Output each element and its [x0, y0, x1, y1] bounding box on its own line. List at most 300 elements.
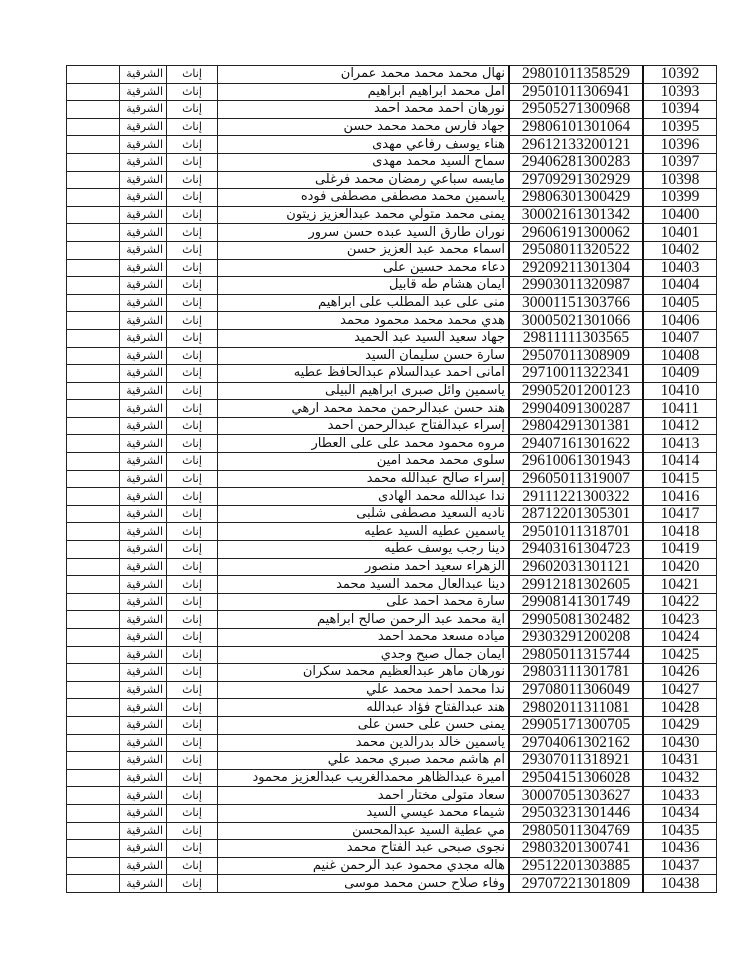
- governorate-cell: الشرقية: [120, 153, 167, 171]
- records-table: [66, 65, 717, 893]
- governorate-cell: الشرقية: [120, 206, 167, 224]
- table-row: [67, 769, 717, 787]
- serial-number-cell: 10438: [643, 875, 717, 893]
- governorate-cell: الشرقية: [120, 189, 167, 207]
- empty-cell: [67, 646, 120, 664]
- name-cell: نجوى صبحى عبد الفتاح محمد: [218, 840, 510, 858]
- national-id-cell: 29802011311081: [509, 699, 643, 717]
- governorate-cell: الشرقية: [120, 171, 167, 189]
- name-cell: هاله مجدي محمود عبد الرحمن غنيم: [218, 857, 510, 875]
- empty-cell: [67, 787, 120, 805]
- name-cell: نورهان ماهر عبدالعظيم محمد سكران: [218, 664, 510, 682]
- empty-cell: [67, 629, 120, 647]
- gender-cell: إناث: [167, 822, 218, 840]
- serial-number-cell: 10419: [643, 541, 717, 559]
- serial-number-cell: 10407: [643, 329, 717, 347]
- governorate-cell: الشرقية: [120, 136, 167, 154]
- name-cell: سارة محمد احمد على: [218, 593, 510, 611]
- serial-number-cell: 10404: [643, 277, 717, 295]
- serial-number-cell: 10402: [643, 241, 717, 259]
- serial-number-cell: 10421: [643, 576, 717, 594]
- serial-number-cell: 10392: [643, 66, 717, 84]
- table-row: [67, 558, 717, 576]
- table-row: [67, 488, 717, 506]
- empty-cell: [67, 241, 120, 259]
- national-id-cell: 29403161304723: [509, 541, 643, 559]
- empty-cell: [67, 382, 120, 400]
- governorate-cell: الشرقية: [120, 417, 167, 435]
- governorate-cell: الشرقية: [120, 716, 167, 734]
- governorate-cell: الشرقية: [120, 347, 167, 365]
- name-cell: هند عبدالفتاح فؤاد عبدالله: [218, 699, 510, 717]
- name-cell: ايمان جمال صبح وجدي: [218, 646, 510, 664]
- table-row: [67, 83, 717, 101]
- empty-cell: [67, 558, 120, 576]
- national-id-cell: 29303291200208: [509, 629, 643, 647]
- national-id-cell: 29806301300429: [509, 189, 643, 207]
- national-id-cell: 29505271300968: [509, 101, 643, 119]
- empty-cell: [67, 417, 120, 435]
- name-cell: ندا محمد احمد محمد علي: [218, 681, 510, 699]
- gender-cell: إناث: [167, 681, 218, 699]
- empty-cell: [67, 664, 120, 682]
- gender-cell: إناث: [167, 558, 218, 576]
- table-row: [67, 101, 717, 119]
- gender-cell: إناث: [167, 611, 218, 629]
- table-row: [67, 699, 717, 717]
- gender-cell: إناث: [167, 224, 218, 242]
- gender-cell: إناث: [167, 435, 218, 453]
- table-row: [67, 646, 717, 664]
- serial-number-cell: 10427: [643, 681, 717, 699]
- empty-cell: [67, 277, 120, 295]
- empty-cell: [67, 576, 120, 594]
- serial-number-cell: 10410: [643, 382, 717, 400]
- empty-cell: [67, 189, 120, 207]
- national-id-cell: 29905171300705: [509, 716, 643, 734]
- name-cell: ياسمين خالد بدرالدين محمد: [218, 734, 510, 752]
- national-id-cell: 30002161301342: [509, 206, 643, 224]
- empty-cell: [67, 171, 120, 189]
- empty-cell: [67, 752, 120, 770]
- serial-number-cell: 10416: [643, 488, 717, 506]
- serial-number-cell: 10436: [643, 840, 717, 858]
- governorate-cell: الشرقية: [120, 400, 167, 418]
- governorate-cell: الشرقية: [120, 629, 167, 647]
- national-id-cell: 29602031301121: [509, 558, 643, 576]
- empty-cell: [67, 66, 120, 84]
- governorate-cell: الشرقية: [120, 83, 167, 101]
- name-cell: ناديه السعيد مصطفى شلبى: [218, 505, 510, 523]
- table-row: [67, 611, 717, 629]
- name-cell: هدي محمد محمد محمود محمد: [218, 312, 510, 330]
- name-cell: مايسه سباعي رمضان محمد فرغلى: [218, 171, 510, 189]
- governorate-cell: الشرقية: [120, 558, 167, 576]
- serial-number-cell: 10412: [643, 417, 717, 435]
- table-row: [67, 347, 717, 365]
- gender-cell: إناث: [167, 576, 218, 594]
- serial-number-cell: 10420: [643, 558, 717, 576]
- national-id-cell: 28712201305301: [509, 505, 643, 523]
- name-cell: ايمان هشام طه قابيل: [218, 277, 510, 295]
- table-row: [67, 417, 717, 435]
- governorate-cell: الشرقية: [120, 541, 167, 559]
- table-row: [67, 822, 717, 840]
- governorate-cell: الشرقية: [120, 488, 167, 506]
- national-id-cell: 29811111303565: [509, 329, 643, 347]
- serial-number-cell: 10393: [643, 83, 717, 101]
- serial-number-cell: 10422: [643, 593, 717, 611]
- name-cell: نوران طارق السيد عبده حسن سرور: [218, 224, 510, 242]
- governorate-cell: الشرقية: [120, 101, 167, 119]
- empty-cell: [67, 136, 120, 154]
- empty-cell: [67, 523, 120, 541]
- table-row: [67, 206, 717, 224]
- table-row: [67, 277, 717, 295]
- table-row: [67, 453, 717, 471]
- table-row: [67, 171, 717, 189]
- serial-number-cell: 10434: [643, 804, 717, 822]
- table-row: [67, 857, 717, 875]
- national-id-cell: 29805011315744: [509, 646, 643, 664]
- serial-number-cell: 10437: [643, 857, 717, 875]
- national-id-cell: 29710011322341: [509, 365, 643, 383]
- national-id-cell: 29610061301943: [509, 453, 643, 471]
- name-cell: مياده مسعد محمد احمد: [218, 629, 510, 647]
- serial-number-cell: 10403: [643, 259, 717, 277]
- gender-cell: إناث: [167, 312, 218, 330]
- table-row: [67, 505, 717, 523]
- table-row: [67, 716, 717, 734]
- national-id-cell: 30007051303627: [509, 787, 643, 805]
- empty-cell: [67, 541, 120, 559]
- gender-cell: إناث: [167, 716, 218, 734]
- serial-number-cell: 10397: [643, 153, 717, 171]
- serial-number-cell: 10430: [643, 734, 717, 752]
- serial-number-cell: 10401: [643, 224, 717, 242]
- gender-cell: إناث: [167, 523, 218, 541]
- national-id-cell: 29803201300741: [509, 840, 643, 858]
- serial-number-cell: 10415: [643, 470, 717, 488]
- national-id-cell: 29504151306028: [509, 769, 643, 787]
- gender-cell: إناث: [167, 66, 218, 84]
- gender-cell: إناث: [167, 787, 218, 805]
- gender-cell: إناث: [167, 189, 218, 207]
- name-cell: سماح السيد محمد مهدى: [218, 153, 510, 171]
- gender-cell: إناث: [167, 118, 218, 136]
- empty-cell: [67, 681, 120, 699]
- table-row: [67, 329, 717, 347]
- empty-cell: [67, 857, 120, 875]
- name-cell: اميرة عبدالظاهر محمدالغريب عبدالعزيز محمود: [218, 769, 510, 787]
- national-id-cell: 29801011358529: [509, 66, 643, 84]
- serial-number-cell: 10426: [643, 664, 717, 682]
- governorate-cell: الشرقية: [120, 734, 167, 752]
- empty-cell: [67, 769, 120, 787]
- national-id-cell: 29503231301446: [509, 804, 643, 822]
- name-cell: امل محمد ابراهيم ابراهيم: [218, 83, 510, 101]
- empty-cell: [67, 611, 120, 629]
- serial-number-cell: 10432: [643, 769, 717, 787]
- gender-cell: إناث: [167, 488, 218, 506]
- gender-cell: إناث: [167, 136, 218, 154]
- table-row: [67, 435, 717, 453]
- national-id-cell: 30005021301066: [509, 312, 643, 330]
- name-cell: دعاء محمد حسين على: [218, 259, 510, 277]
- serial-number-cell: 10400: [643, 206, 717, 224]
- governorate-cell: الشرقية: [120, 453, 167, 471]
- national-id-cell: 29501011318701: [509, 523, 643, 541]
- table-row: [67, 752, 717, 770]
- governorate-cell: الشرقية: [120, 312, 167, 330]
- table-row: [67, 541, 717, 559]
- name-cell: مي عطية السيد عبدالمحسن: [218, 822, 510, 840]
- table-row: [67, 664, 717, 682]
- empty-cell: [67, 453, 120, 471]
- gender-cell: إناث: [167, 734, 218, 752]
- national-id-cell: 29406281300283: [509, 153, 643, 171]
- governorate-cell: الشرقية: [120, 787, 167, 805]
- name-cell: ياسمين وائل صبرى ابراهيم البيلى: [218, 382, 510, 400]
- empty-cell: [67, 224, 120, 242]
- gender-cell: إناث: [167, 259, 218, 277]
- empty-cell: [67, 488, 120, 506]
- governorate-cell: الشرقية: [120, 804, 167, 822]
- empty-cell: [67, 822, 120, 840]
- governorate-cell: الشرقية: [120, 382, 167, 400]
- table-row: [67, 294, 717, 312]
- gender-cell: إناث: [167, 241, 218, 259]
- governorate-cell: الشرقية: [120, 66, 167, 84]
- serial-number-cell: 10429: [643, 716, 717, 734]
- records-table-body: [67, 66, 717, 893]
- governorate-cell: الشرقية: [120, 294, 167, 312]
- empty-cell: [67, 259, 120, 277]
- empty-cell: [67, 83, 120, 101]
- table-row: [67, 136, 717, 154]
- table-row: [67, 224, 717, 242]
- table-row: [67, 576, 717, 594]
- name-cell: الزهراء سعيد احمد منصور: [218, 558, 510, 576]
- name-cell: هند حسن عبدالرحمن محمد محمد ارهي: [218, 400, 510, 418]
- gender-cell: إناث: [167, 206, 218, 224]
- serial-number-cell: 10435: [643, 822, 717, 840]
- governorate-cell: الشرقية: [120, 822, 167, 840]
- gender-cell: إناث: [167, 505, 218, 523]
- serial-number-cell: 10425: [643, 646, 717, 664]
- table-row: [67, 312, 717, 330]
- governorate-cell: الشرقية: [120, 611, 167, 629]
- name-cell: شيماء محمد عيسي السيد: [218, 804, 510, 822]
- national-id-cell: 29507011308909: [509, 347, 643, 365]
- serial-number-cell: 10424: [643, 629, 717, 647]
- governorate-cell: الشرقية: [120, 593, 167, 611]
- serial-number-cell: 10431: [643, 752, 717, 770]
- gender-cell: إناث: [167, 629, 218, 647]
- empty-cell: [67, 734, 120, 752]
- national-id-cell: 29407161301622: [509, 435, 643, 453]
- governorate-cell: الشرقية: [120, 241, 167, 259]
- national-id-cell: 29707221301809: [509, 875, 643, 893]
- name-cell: سارة حسن سليمان السيد: [218, 347, 510, 365]
- national-id-cell: 29501011306941: [509, 83, 643, 101]
- name-cell: اسماء محمد عبد العزيز حسن: [218, 241, 510, 259]
- table-row: [67, 382, 717, 400]
- empty-cell: [67, 400, 120, 418]
- name-cell: وفاء صلاح حسن محمد موسى: [218, 875, 510, 893]
- national-id-cell: 29804291301381: [509, 417, 643, 435]
- table-row: [67, 66, 717, 84]
- table-row: [67, 875, 717, 893]
- governorate-cell: الشرقية: [120, 840, 167, 858]
- empty-cell: [67, 153, 120, 171]
- name-cell: ندا عبدالله محمد الهادى: [218, 488, 510, 506]
- gender-cell: إناث: [167, 347, 218, 365]
- name-cell: منى على عبد المطلب على ابراهيم: [218, 294, 510, 312]
- governorate-cell: الشرقية: [120, 857, 167, 875]
- table-row: [67, 365, 717, 383]
- national-id-cell: 29704061302162: [509, 734, 643, 752]
- name-cell: نورهان احمد محمد احمد: [218, 101, 510, 119]
- name-cell: امانى احمد عبدالسلام عبدالحافظ عطيه: [218, 365, 510, 383]
- empty-cell: [67, 329, 120, 347]
- national-id-cell: 29512201303885: [509, 857, 643, 875]
- name-cell: ام هاشم محمد صبري محمد علي: [218, 752, 510, 770]
- national-id-cell: 29508011320522: [509, 241, 643, 259]
- gender-cell: إناث: [167, 875, 218, 893]
- serial-number-cell: 10413: [643, 435, 717, 453]
- gender-cell: إناث: [167, 453, 218, 471]
- national-id-cell: 29307011318921: [509, 752, 643, 770]
- national-id-cell: 29912181302605: [509, 576, 643, 594]
- governorate-cell: الشرقية: [120, 769, 167, 787]
- table-row: [67, 189, 717, 207]
- national-id-cell: 29606191300062: [509, 224, 643, 242]
- serial-number-cell: 10395: [643, 118, 717, 136]
- governorate-cell: الشرقية: [120, 259, 167, 277]
- serial-number-cell: 10399: [643, 189, 717, 207]
- table-row: [67, 787, 717, 805]
- table-row: [67, 241, 717, 259]
- gender-cell: إناث: [167, 752, 218, 770]
- governorate-cell: الشرقية: [120, 752, 167, 770]
- name-cell: هناء يوسف رفاعي مهدى: [218, 136, 510, 154]
- name-cell: اية محمد عبد الرحمن صالح ابراهيم: [218, 611, 510, 629]
- gender-cell: إناث: [167, 329, 218, 347]
- name-cell: جهاد سعيد السيد عبد الحميد: [218, 329, 510, 347]
- name-cell: ياسمين عطيه السيد عطيه: [218, 523, 510, 541]
- governorate-cell: الشرقية: [120, 875, 167, 893]
- name-cell: نهال محمد محمد محمد عمران: [218, 66, 510, 84]
- empty-cell: [67, 875, 120, 893]
- gender-cell: إناث: [167, 101, 218, 119]
- national-id-cell: 29908141301749: [509, 593, 643, 611]
- empty-cell: [67, 505, 120, 523]
- table-row: [67, 523, 717, 541]
- gender-cell: إناث: [167, 646, 218, 664]
- governorate-cell: الشرقية: [120, 664, 167, 682]
- governorate-cell: الشرقية: [120, 505, 167, 523]
- empty-cell: [67, 840, 120, 858]
- gender-cell: إناث: [167, 857, 218, 875]
- governorate-cell: الشرقية: [120, 435, 167, 453]
- serial-number-cell: 10417: [643, 505, 717, 523]
- gender-cell: إناث: [167, 153, 218, 171]
- gender-cell: إناث: [167, 699, 218, 717]
- gender-cell: إناث: [167, 294, 218, 312]
- national-id-cell: 29903011320987: [509, 277, 643, 295]
- gender-cell: إناث: [167, 382, 218, 400]
- national-id-cell: 29806101301064: [509, 118, 643, 136]
- gender-cell: إناث: [167, 277, 218, 295]
- national-id-cell: 29612133200121: [509, 136, 643, 154]
- national-id-cell: 29803111301781: [509, 664, 643, 682]
- table-row: [67, 840, 717, 858]
- serial-number-cell: 10423: [643, 611, 717, 629]
- serial-number-cell: 10414: [643, 453, 717, 471]
- name-cell: سلوى محمد محمد امين: [218, 453, 510, 471]
- empty-cell: [67, 294, 120, 312]
- name-cell: سعاد متولى مختار احمد: [218, 787, 510, 805]
- table-row: [67, 153, 717, 171]
- serial-number-cell: 10428: [643, 699, 717, 717]
- governorate-cell: الشرقية: [120, 523, 167, 541]
- empty-cell: [67, 118, 120, 136]
- name-cell: يمنى حسن على حسن على: [218, 716, 510, 734]
- gender-cell: إناث: [167, 171, 218, 189]
- governorate-cell: الشرقية: [120, 681, 167, 699]
- name-cell: دينا عبدالعال محمد السيد محمد: [218, 576, 510, 594]
- table-row: [67, 734, 717, 752]
- gender-cell: إناث: [167, 840, 218, 858]
- gender-cell: إناث: [167, 664, 218, 682]
- governorate-cell: الشرقية: [120, 646, 167, 664]
- gender-cell: إناث: [167, 83, 218, 101]
- empty-cell: [67, 804, 120, 822]
- serial-number-cell: 10396: [643, 136, 717, 154]
- name-cell: إسراء عبدالفتاح عبدالرحمن احمد: [218, 417, 510, 435]
- name-cell: يمنى محمد متولي محمد عبدالعزيز زيتون: [218, 206, 510, 224]
- national-id-cell: 29904091300287: [509, 400, 643, 418]
- name-cell: جهاد فارس محمد محمد حسن: [218, 118, 510, 136]
- governorate-cell: الشرقية: [120, 277, 167, 295]
- empty-cell: [67, 435, 120, 453]
- gender-cell: إناث: [167, 769, 218, 787]
- serial-number-cell: 10433: [643, 787, 717, 805]
- national-id-cell: 29209211301304: [509, 259, 643, 277]
- table-row: [67, 804, 717, 822]
- national-id-cell: 29905081302482: [509, 611, 643, 629]
- empty-cell: [67, 347, 120, 365]
- serial-number-cell: 10394: [643, 101, 717, 119]
- national-id-cell: 29605011319007: [509, 470, 643, 488]
- governorate-cell: الشرقية: [120, 699, 167, 717]
- empty-cell: [67, 716, 120, 734]
- gender-cell: إناث: [167, 417, 218, 435]
- governorate-cell: الشرقية: [120, 470, 167, 488]
- table-row: [67, 629, 717, 647]
- empty-cell: [67, 101, 120, 119]
- gender-cell: إناث: [167, 470, 218, 488]
- gender-cell: إناث: [167, 400, 218, 418]
- table-row: [67, 259, 717, 277]
- gender-cell: إناث: [167, 804, 218, 822]
- gender-cell: إناث: [167, 593, 218, 611]
- serial-number-cell: 10398: [643, 171, 717, 189]
- table-row: [67, 593, 717, 611]
- empty-cell: [67, 593, 120, 611]
- national-id-cell: 29805011304769: [509, 822, 643, 840]
